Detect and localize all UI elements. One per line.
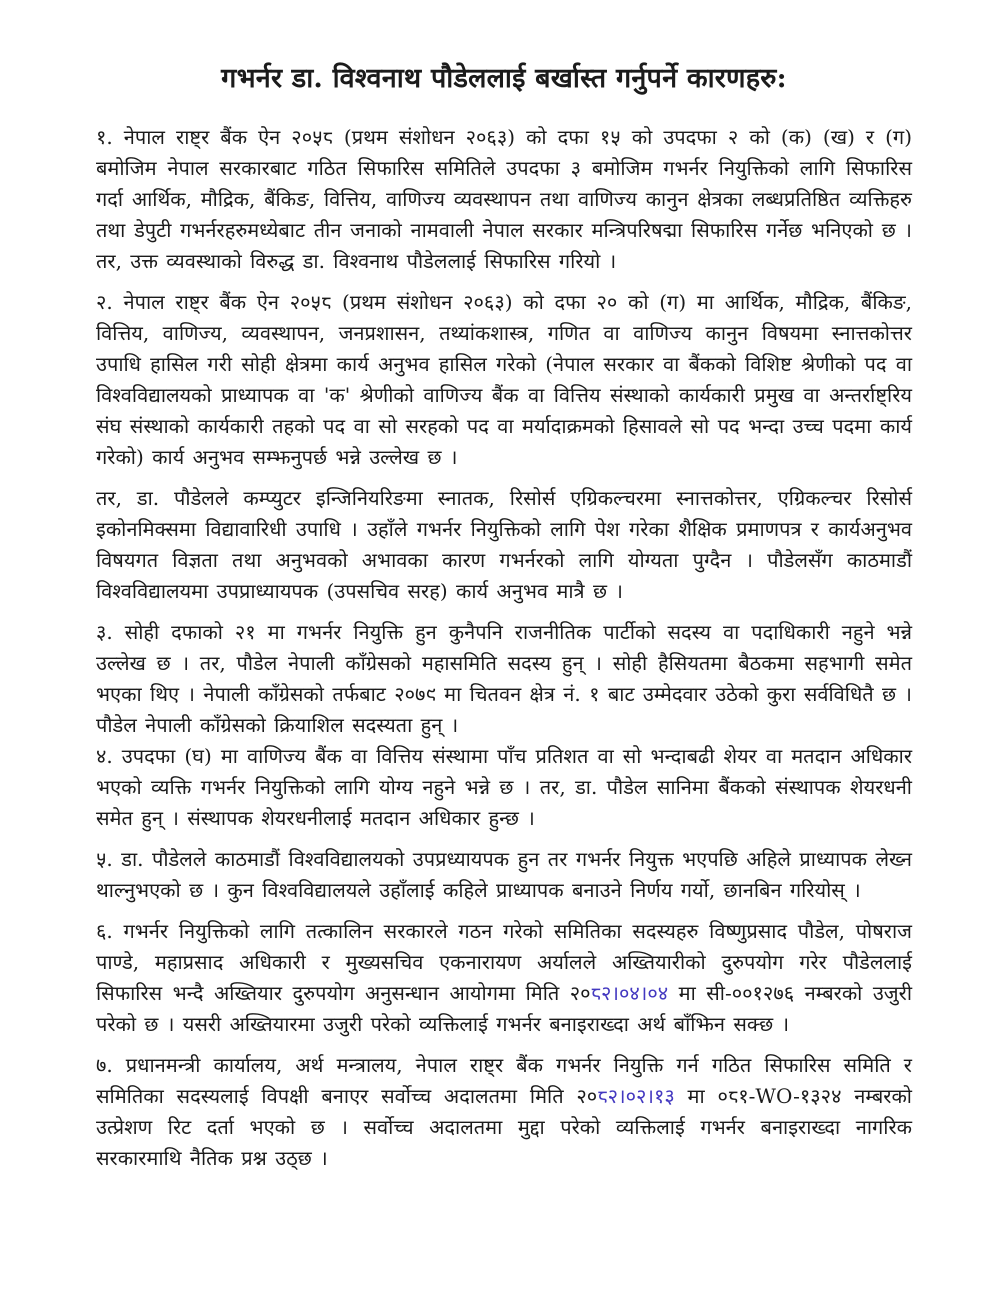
document-body (96, 122, 912, 1174)
text-run: ७. प्रधानमन्त्री कार्यालय, अर्थ मन्त्रालय, नेपाल राष्ट्र बैंक गभर्नर नियुक्ति गर्न गठित सिफारिस समिति र समितिका सदस्यलाई विपक्षी बनाएर सर्वोच्च अदालतमा मिति २० (96, 1053, 912, 1108)
paragraph-6 (96, 844, 912, 906)
text-run: २. नेपाल राष्ट्र बैंक ऐन २०५८ (प्रथम संशोधन २०६३) को दफा २० को (ग) मा आर्थिक, मौद्रिक, बैंकिङ, वित्तिय, वाणिज्य, व्यवस्थापन, जनप्रशासन, तथ्यांकशास्त्र, गणित वा वाणिज्य कानुन विषयमा स्नात्तकोत्तर उपाधि हासिल गरी सोही क्षेत्रमा कार्य अनुभव हासिल गरेको (नेपाल सरकार वा बैंकको विशिष्ट श्रेणीको पद वा विश्वविद्यालयको प्राध्यापक वा 'क' श्रेणीको वाणिज्य बैंक वा वित्तिय संस्थाको कार्यकारी प्रमुख वा अन्तर्राष्ट्रिय संघ संस्थाको कार्यकारी तहको पद वा सो सरहको पद वा मर्यादाक्रमको हिसावले सो पद भन्दा उच्च पदमा कार्य गरेको) कार्य अनुभव सम्झनुपर्छ भन्ने उल्लेख छ । (96, 290, 912, 469)
document-title: गभर्नर डा. विश्वनाथ पौडेललाई बर्खास्त गर्नुपर्ने कारणहरु: (221, 63, 787, 94)
date-link[interactable]: ८२।०२।१३ (597, 1084, 675, 1108)
paragraph-2 (96, 287, 912, 473)
paragraph-3 (96, 483, 912, 607)
text-run: मा ०८१-WO-१३२४ नम्बरको उत्प्रेशण रिट दर्ता भएको छ । सर्वोच्च अदालतमा मुद्दा परेको व्यक्तिलाई गभर्नर बनाइराख्दा नागरिक सरकारमाथि नैतिक प्रश्न उठ्छ । (96, 1084, 912, 1170)
text-run: ३. सोही दफाको २१ मा गभर्नर नियुक्ति हुन कुनैपनि राजनीतिक पार्टीको सदस्य वा पदाधिकारी नहुने भन्ने उल्लेख छ । तर, पौडेल नेपाली काँग्रेसको महासमिति सदस्य हुन् । सोही हैसियतमा बैठकमा सहभागी समेत भएका थिए । नेपाली काँग्रेसको तर्फबाट २०७९ मा चितवन क्षेत्र नं. १ बाट उम्मेदवार उठेको कुरा सर्वविधितै छ । पौडेल नेपाली काँग्रेसको क्रियाशिल सदस्यता हुन् । (96, 620, 912, 737)
paragraph-1 (96, 122, 912, 277)
paragraph-4 (96, 617, 912, 741)
text-run: ६. गभर्नर नियुक्तिको लागि तत्कालिन सरकारले गठन गरेको समितिका सदस्यहरु विष्णुप्रसाद पौडेल, पोषराज पाण्डे, महाप्रसाद अधिकारी र मुख्यसचिव एकनारायण अर्यालले अख्तियारीको दुरुपयोग गरेर पौडेललाई सिफारिस भन्दै अख्तियार दुरुपयोग अनुसन्धान आयोगमा मिति २० (96, 919, 912, 1005)
paragraph-5 (96, 741, 912, 834)
date-link[interactable]: ८२।०४।०४ (590, 981, 669, 1005)
text-run: मा सी-००१२७६ नम्बरको उजुरी परेको छ । यसरी अख्तियारमा उजुरी परेको व्यक्तिलाई गभर्नर बनाइराख्दा अर्थ बाँझिन सक्छ । (96, 981, 913, 1036)
text-run: ४. उपदफा (घ) मा वाणिज्य बैंक वा वित्तिय संस्थामा पाँच प्रतिशत वा सो भन्दाबढी शेयर वा मतदान अधिकार भएको व्यक्ति गभर्नर नियुक्तिको लागि योग्य नहुने भन्ने छ । तर, डा. पौडेल सानिमा बैंकको संस्थापक शेयरधनी समेत हुन् । संस्थापक शेयरधनीलाई मतदान अधिकार हुन्छ । (96, 744, 912, 830)
text-run: १. नेपाल राष्ट्र बैंक ऐन २०५८ (प्रथम संशोधन २०६३) को दफा १५ को उपदफा २ को (क) (ख) र (ग) बमोजिम नेपाल सरकारबाट गठित सिफारिस समितिले उपदफा ३ बमोजिम गभर्नर नियुक्तिको लागि सिफारिस गर्दा आर्थिक, मौद्रिक, बैंकिङ, वित्तिय, वाणिज्य व्यवस्थापन तथा वाणिज्य कानुन क्षेत्रका लब्धप्रतिष्ठित व्यक्तिहरु तथा डेपुटी गभर्नरहरुमध्येबाट तीन जनाको नामवाली नेपाल सरकार मन्त्रिपरिषद्मा सिफारिस गर्नेछ भनिएको छ । तर, उक्त व्यवस्थाको विरुद्ध डा. विश्वनाथ पौडेललाई सिफारिस गरियो । (96, 125, 912, 273)
text-run: ५. डा. पौडेलले काठमाडौं विश्वविद्यालयको उपप्रध्यायपक हुन तर गभर्नर नियुक्त भएपछि अहिले प्राध्यापक लेख्न थाल्नुभएको छ । कुन विश्वविद्यालयले उहाँलाई कहिले प्राध्यापक बनाउने निर्णय गर्यो, छानबिन गरियोस् । (96, 847, 912, 902)
paragraph-7 (96, 916, 912, 1040)
paragraph-8 (96, 1050, 912, 1174)
text-run: तर, डा. पौडेलले कम्प्युटर इन्जिनियरिङमा स्नातक, रिसोर्स एग्रिकल्चरमा स्नात्तकोत्तर, एग्रिकल्चर रिसोर्स इकोनमिक्समा विद्यावारिधी उपाधि । उहाँले गभर्नर नियुक्तिको लागि पेश गरेका शैक्षिक प्रमाणपत्र र कार्यअनुभव विषयगत विज्ञता तथा अनुभवको अभावका कारण गभर्नरको लागि योग्यता पुग्दैन । पौडेलसँग काठमाडौं विश्वविद्यालयमा उपप्राध्यायपक (उपसचिव सरह) कार्य अनुभव मात्रै छ । (96, 486, 912, 603)
